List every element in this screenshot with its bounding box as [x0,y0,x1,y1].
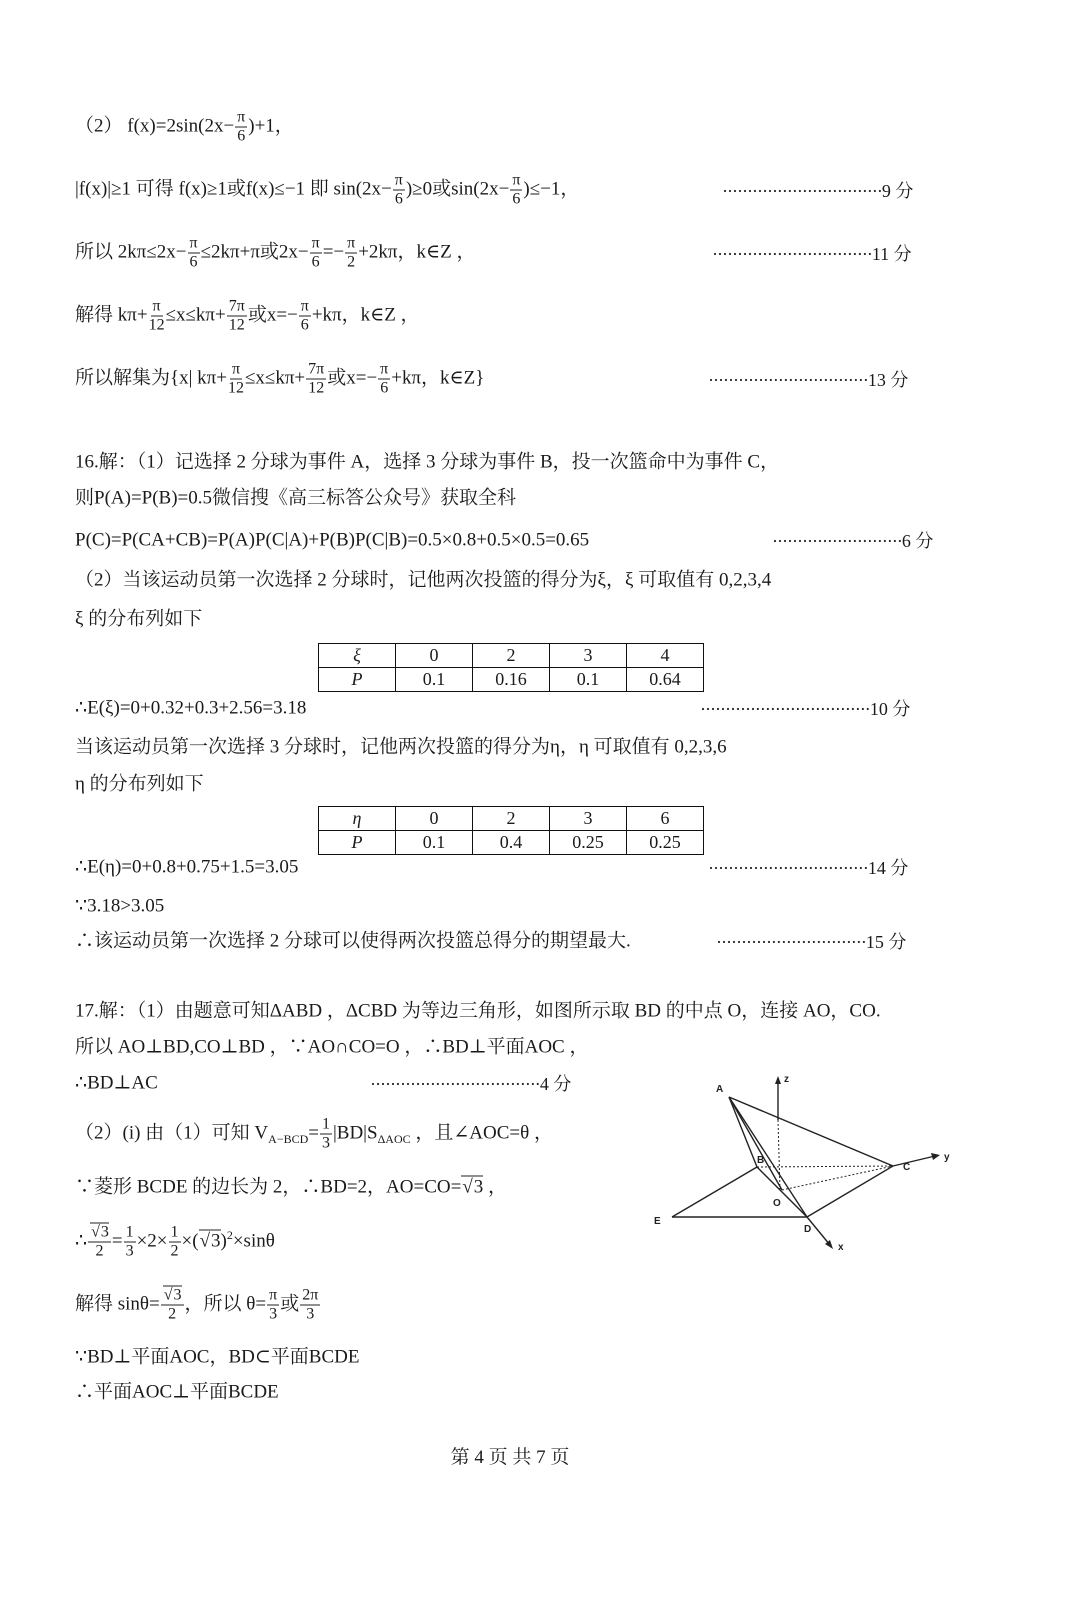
table-cell: 4 [627,644,704,668]
denominator [308,380,324,397]
denominator [269,1306,277,1323]
table-cell: P [319,668,396,692]
table-cell: 2 [473,644,550,668]
table-row [319,831,704,855]
math-text: |f(x)|≥1 可得 f(x)≥1或f(x)≤−1 即 sin(2x− [75,178,392,200]
denominator [380,380,388,397]
numerator [227,299,247,317]
q16-line-1 [75,453,779,472]
fraction [149,299,165,334]
math-text: )≥0或sin(2x− [405,178,510,200]
math-text: （2）当该运动员第一次选择 2 分球时，记他两次投篮的得分为ξ，ξ 可取值有 0,2,3,4 [75,569,772,591]
denominator [228,380,244,397]
math-text: η 的分布列如下 [75,773,204,795]
label-c: C [903,1162,911,1173]
subscript: A−BCD [268,1132,309,1147]
math-text: 1 [321,1115,330,1133]
math-text: 2π [302,1286,319,1304]
math-text: 2 [170,1242,179,1260]
math-text: ∴BD⊥AC [75,1072,158,1094]
pyramid-figure [630,1045,950,1255]
q17-line-8 [75,1348,359,1367]
numerator [88,1225,111,1243]
fraction [310,236,322,271]
fraction [227,299,247,334]
math-text: 或x=− [247,304,298,326]
numerator [230,362,242,380]
math-text: = [111,1230,123,1252]
q17-line-5 [75,1178,507,1197]
q16-line-11 [75,932,631,951]
numerator [310,236,322,254]
numerator [345,236,357,254]
q15-line-2 [75,173,579,208]
q16-line-8 [75,775,204,794]
math-text: π [300,297,309,315]
label-d: D [804,1224,812,1235]
math-text: 12 [227,379,244,397]
math-text: ∴平面AOC⊥平面BCDE [75,1381,279,1403]
math-text: ∴该运动员第一次选择 2 分球可以使得两次投篮总得分的期望最大. [75,930,631,952]
math-text: 3 [125,1242,134,1260]
score-mark: ································13 分 [708,370,909,390]
eta-distribution-table [318,806,704,855]
math-text: 或 [280,1293,300,1315]
fraction [124,1225,136,1260]
square-root: √ 3 [461,1176,483,1198]
numerator [510,173,522,191]
math-text: 所以 AO⊥BD,CO⊥BD ，∵AO∩CO=O ，∴BD⊥平面AOC ， [75,1036,589,1058]
table-cell: 0.25 [627,831,704,855]
square-root: √ 3 [90,1223,109,1241]
fraction [378,362,390,397]
numerator [235,110,247,128]
table-row [319,668,704,692]
math-text: ∵BD⊥平面AOC，BD⊂平面BCDE [75,1346,360,1368]
math-text: π [311,234,320,252]
superscript: 2 [226,1228,233,1243]
label-e: E [654,1216,661,1227]
edge-ac [729,1097,893,1166]
z-arrow-icon [775,1076,781,1084]
edge-dc [807,1166,893,1217]
fraction [161,1288,184,1323]
fraction [267,1288,279,1323]
z-axis-hidden [778,1120,780,1190]
q17-line-3 [75,1074,158,1093]
math-text: P(C)=P(CA+CB)=P(A)P(C|A)+P(B)P(C|B)=0.5×0.8+0.5×0.5=0.65 [75,529,590,551]
fraction [345,236,357,271]
math-text: +kπ，k∈Z} [391,367,485,389]
fraction [510,173,522,208]
math-text: ≤x≤kπ+ [165,304,226,326]
q17-line-1 [75,1002,881,1021]
q17-line-9 [75,1383,279,1402]
math-text: =− [322,241,345,263]
q15-line-5 [75,362,484,397]
denominator [395,191,403,208]
math-text: ∴E(η)=0+0.8+0.75+1.5=3.05 [75,856,299,878]
math-text: 17.解：（1）由题意可知ΔABD ，ΔCBD 为等边三角形，如图所示取 BD 的中点 O，连接 AO，CO. [75,1000,881,1022]
math-text: 6 [300,316,309,334]
q15-line-1 [75,110,294,145]
math-text: )≤−1， [523,178,580,200]
numerator [393,173,405,191]
math-text: 6 [311,253,320,271]
math-text: π [347,234,356,252]
fraction [235,110,247,145]
fraction [320,1117,332,1152]
math-text: ) [220,1230,227,1252]
math-text: ×( [181,1230,199,1252]
numerator [299,299,311,317]
table-row [319,807,704,831]
math-text: ξ 的分布列如下 [75,608,203,630]
table-cell: 0.1 [396,668,473,692]
q16-line-3 [75,531,589,550]
table-cell: 6 [627,807,704,831]
edge-oc-hidden [782,1166,893,1190]
table-cell: 3 [550,807,627,831]
math-text: ≤x≤kπ+ [244,367,306,389]
math-text: 解得 sinθ= [75,1293,160,1315]
fraction [306,362,326,397]
numerator [169,1225,181,1243]
math-text: 当该运动员第一次选择 3 分球时，记他两次投篮的得分为η，η 可取值有 0,2,3,6 [75,736,727,758]
table-cell: 0.1 [550,668,627,692]
edge-bc-hidden [757,1166,893,1167]
label-b: B [757,1155,765,1166]
table-row [319,644,704,668]
q16-line-7 [75,738,727,757]
denominator [95,1243,103,1260]
edge-ao [729,1097,782,1190]
math-text: ∵菱形 BCDE 的边长为 2，∴BD=2，AO=CO= [75,1176,462,1198]
numerator [151,299,163,317]
denominator [171,1243,179,1260]
denominator [126,1243,134,1260]
math-text: 或x=− [327,367,378,389]
math-text: ×2× [136,1230,168,1252]
score-mark: ································14 分 [708,858,909,878]
math-text: π [231,360,241,378]
fraction [188,236,200,271]
math-text: +kπ，k∈Z ， [311,304,420,326]
table-cell: P [319,831,396,855]
q15-line-3 [75,236,475,271]
math-text: = [308,1122,319,1144]
math-text: ∴ [75,1230,88,1252]
math-text: 6 [394,190,403,208]
math-text: ∴E(ξ)=0+0.32+0.3+2.56=3.18 [75,697,307,719]
numerator [306,362,326,380]
edge-ad [729,1097,807,1217]
math-text: 12 [228,316,245,334]
math-text: )+1， [248,115,294,137]
math-text: ∵3.18>3.05 [75,895,165,917]
denominator [306,1306,314,1323]
square-root: √ 3 [199,1229,221,1251]
table-cell: 0.1 [396,831,473,855]
math-text: 3 [321,1134,330,1152]
math-text: ，且∠AOC=θ ， [410,1122,553,1144]
fraction [393,173,405,208]
math-text: π [152,297,161,315]
numerator [161,1288,184,1306]
q16-line-4 [75,571,771,590]
math-text: ≤2kπ+π或2x− [200,241,309,263]
edge-eb [672,1167,757,1217]
math-text: 16.解：（1）记选择 2 分球为事件 A，选择 3 分球为事件 B，投一次篮命中为事件 C， [75,451,780,473]
math-text: 6 [380,379,389,397]
denominator [149,317,165,334]
numerator [378,362,390,380]
label-a: A [716,1084,724,1095]
math-text: ，所以 θ= [184,1293,267,1315]
table-cell: 0.16 [473,668,550,692]
table-cell: η [319,807,396,831]
math-text: π [394,171,403,189]
fraction [228,362,244,397]
denominator [322,1135,330,1152]
table-cell: ξ [319,644,396,668]
y-axis [893,1156,935,1166]
denominator [168,1306,176,1323]
math-text: 所以 2kπ≤2x− [75,241,187,263]
math-text: 7π [308,360,325,378]
numerator [300,1288,320,1306]
score-mark: ································9 分 [722,181,914,201]
math-text: ×sinθ [232,1230,275,1252]
fraction [300,1288,320,1323]
denominator [301,317,309,334]
fraction [169,1225,181,1260]
q17-line-6 [75,1225,275,1260]
page-footer: 第 4 页 共 7 页 [450,1447,570,1468]
math-text: +2kπ，k∈Z ， [358,241,476,263]
denominator [512,191,520,208]
label-o: O [773,1198,781,1209]
math-text: 1 [125,1223,134,1241]
q17-line-2 [75,1038,588,1057]
table-cell: 0.4 [473,831,550,855]
q16-line-5 [75,610,202,629]
label-y: y [944,1152,950,1163]
math-text: 2 [95,1242,104,1260]
math-text: （2）(i) 由（1）可知 V [75,1122,269,1144]
denominator [312,254,320,271]
math-text: 6 [189,253,198,271]
numerator [320,1117,332,1135]
q15-line-4 [75,299,420,334]
math-text: 12 [308,379,325,397]
math-text: 解得 kπ+ [75,304,148,326]
score-mark: ······························15 分 [716,932,907,952]
q17-line-4 [75,1117,553,1152]
math-text: 6 [512,190,521,208]
math-text: （2） f(x)=2sin(2x− [75,115,235,137]
math-text: ， [483,1176,508,1198]
math-text: π [512,171,521,189]
y-arrow-icon [931,1153,940,1160]
square-root: √ 3 [163,1286,182,1304]
math-text: π [189,234,198,252]
math-text: 1 [170,1223,179,1241]
math-text: π [269,1286,278,1304]
math-text: 7π [228,297,245,315]
q16-line-2 [75,489,516,508]
math-text: π [237,108,246,126]
label-z: z [784,1074,789,1085]
math-text: 2 [347,253,356,271]
q16-line-10 [75,897,164,916]
score-mark: ································11 分 [712,244,912,264]
label-x: x [838,1242,844,1253]
numerator [124,1225,136,1243]
math-text: 则P(A)=P(B)=0.5微信搜《高三标答公众号》获取全科 [75,487,517,509]
math-text: 12 [148,316,165,334]
subscript: ΔAOC [377,1132,411,1147]
table-cell: 0.64 [627,668,704,692]
edge-bd [757,1167,807,1217]
math-text: 所以解集为{x| kπ+ [75,367,227,389]
table-cell: 0.25 [550,831,627,855]
math-text: |BD|S [332,1122,378,1144]
table-cell: 3 [550,644,627,668]
table-cell: 0 [396,807,473,831]
denominator [237,128,245,145]
score-mark: ··································4 分 [370,1074,572,1094]
math-text: π [380,360,389,378]
math-text: 2 [168,1305,177,1323]
xi-distribution-table [318,643,704,692]
table-cell: 2 [473,807,550,831]
fraction [88,1225,111,1260]
q16-line-6 [75,699,306,718]
math-text: 3 [269,1305,278,1323]
math-text: 3 [306,1305,315,1323]
score-mark: ··································10 分 [700,699,911,719]
math-text: 6 [237,127,246,145]
fraction [299,299,311,334]
q17-line-7 [75,1288,321,1323]
table-cell: 0 [396,644,473,668]
score-mark: ··························6 分 [772,531,934,551]
denominator [347,254,355,271]
q16-line-9 [75,858,298,877]
denominator [229,317,245,334]
numerator [188,236,200,254]
numerator [267,1288,279,1306]
denominator [190,254,198,271]
